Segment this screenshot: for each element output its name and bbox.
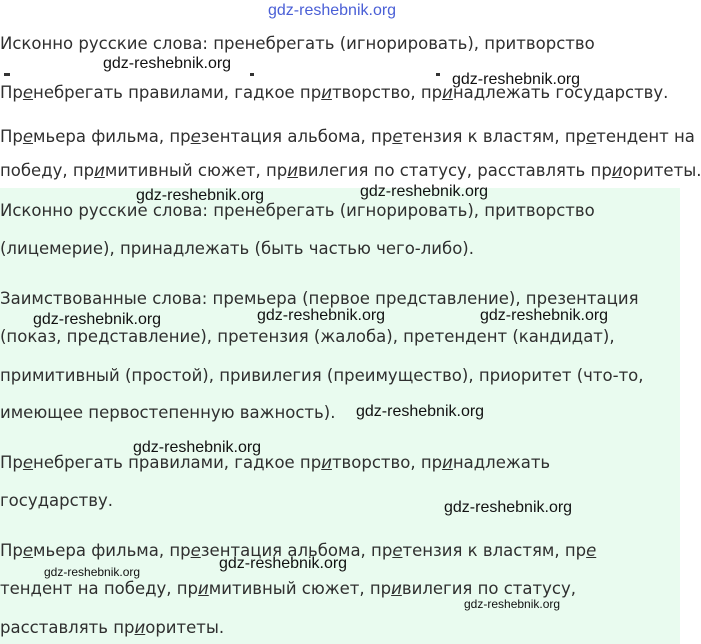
highlighted-letter: и bbox=[321, 83, 332, 102]
text-line: Заимствованные слова: премьера (первое представление), презентация bbox=[0, 289, 639, 308]
highlighted-letter: и bbox=[287, 161, 298, 180]
highlighted-letter: и bbox=[198, 579, 209, 598]
highlighted-letter: и bbox=[442, 453, 453, 472]
highlighted-letter: и bbox=[611, 161, 623, 180]
text-line: Исконно русские слова: пренебрегать (игнорировать), притворство bbox=[0, 201, 595, 220]
highlighted-letter: е bbox=[190, 541, 201, 560]
highlighted-letter: е bbox=[586, 127, 597, 146]
highlighted-letter: е bbox=[22, 83, 34, 102]
watermark: gdz-reshebnik.org bbox=[33, 311, 162, 328]
highlighted-letter: е bbox=[22, 453, 34, 472]
text-line: тендент на победу, примитивный сюжет, привилегия по статусу, bbox=[0, 579, 576, 598]
answer-section-plain bbox=[0, 0, 701, 188]
watermark: gdz-reshebnik.org bbox=[480, 307, 609, 324]
watermark: gdz-reshebnik.org bbox=[103, 55, 232, 72]
text-line: (лицемерие), принадлежать (быть частью чего-либо). bbox=[0, 239, 474, 258]
text-line: имеющее первостепенную важность). bbox=[0, 403, 336, 422]
watermark: gdz-reshebnik.org bbox=[257, 307, 386, 324]
text-line: расставлять приоритеты. bbox=[0, 618, 225, 637]
highlighted-letter: е bbox=[22, 541, 34, 560]
watermark: gdz-reshebnik.org bbox=[360, 183, 489, 200]
watermark: gdz-reshebnik.org bbox=[444, 499, 573, 516]
text-line: Исконно русские слова: пренебрегать (игнорировать), притворство bbox=[0, 34, 595, 53]
text-line: государству. bbox=[0, 491, 114, 510]
highlighted-letter: е bbox=[392, 127, 403, 146]
text-line: примитивный (простой), привилегия (преимущество), приоритет (что-то, bbox=[0, 366, 644, 385]
highlighted-letter: е bbox=[392, 541, 403, 560]
text-line: Пренебрегать правилами, гадкое притворство, принадлежать bbox=[0, 453, 551, 472]
watermark: gdz-reshebnik.org bbox=[356, 403, 485, 420]
text-line: победу, примитивный сюжет, привилегия по статусу, расставлять приоритеты. bbox=[0, 161, 701, 180]
highlighted-letter: и bbox=[94, 161, 105, 180]
highlighted-letter: е bbox=[22, 127, 34, 146]
watermark: gdz-reshebnik.org bbox=[268, 2, 397, 19]
highlighted-letter: е bbox=[190, 127, 201, 146]
text-line: Пренебрегать правилами, гадкое притворство, принадлежать государству. bbox=[0, 83, 669, 102]
watermark: gdz-reshebnik.org bbox=[219, 555, 348, 572]
watermark: gdz-reshebnik.org bbox=[133, 439, 262, 456]
highlighted-letter: е bbox=[586, 541, 597, 560]
watermark: gdz-reshebnik.org bbox=[136, 187, 265, 204]
highlighted-letter: и bbox=[321, 453, 332, 472]
highlighted-letter: и bbox=[134, 618, 146, 637]
text-line: Премьера фильма, презентация альбома, претензия к властям, претендент на bbox=[0, 127, 695, 146]
watermark: gdz-reshebnik.org bbox=[452, 71, 581, 88]
text-line: Премьера фильма, презентация альбома, претензия к властям, пре bbox=[0, 541, 597, 560]
watermark: gdz-reshebnik.org bbox=[44, 565, 141, 579]
text-line: (показ, представление), претензия (жалоба), претендент (кандидат), bbox=[0, 327, 615, 346]
highlighted-letter: и bbox=[442, 83, 453, 102]
watermark: gdz-reshebnik.org bbox=[464, 597, 561, 611]
highlighted-letter: и bbox=[391, 579, 402, 598]
